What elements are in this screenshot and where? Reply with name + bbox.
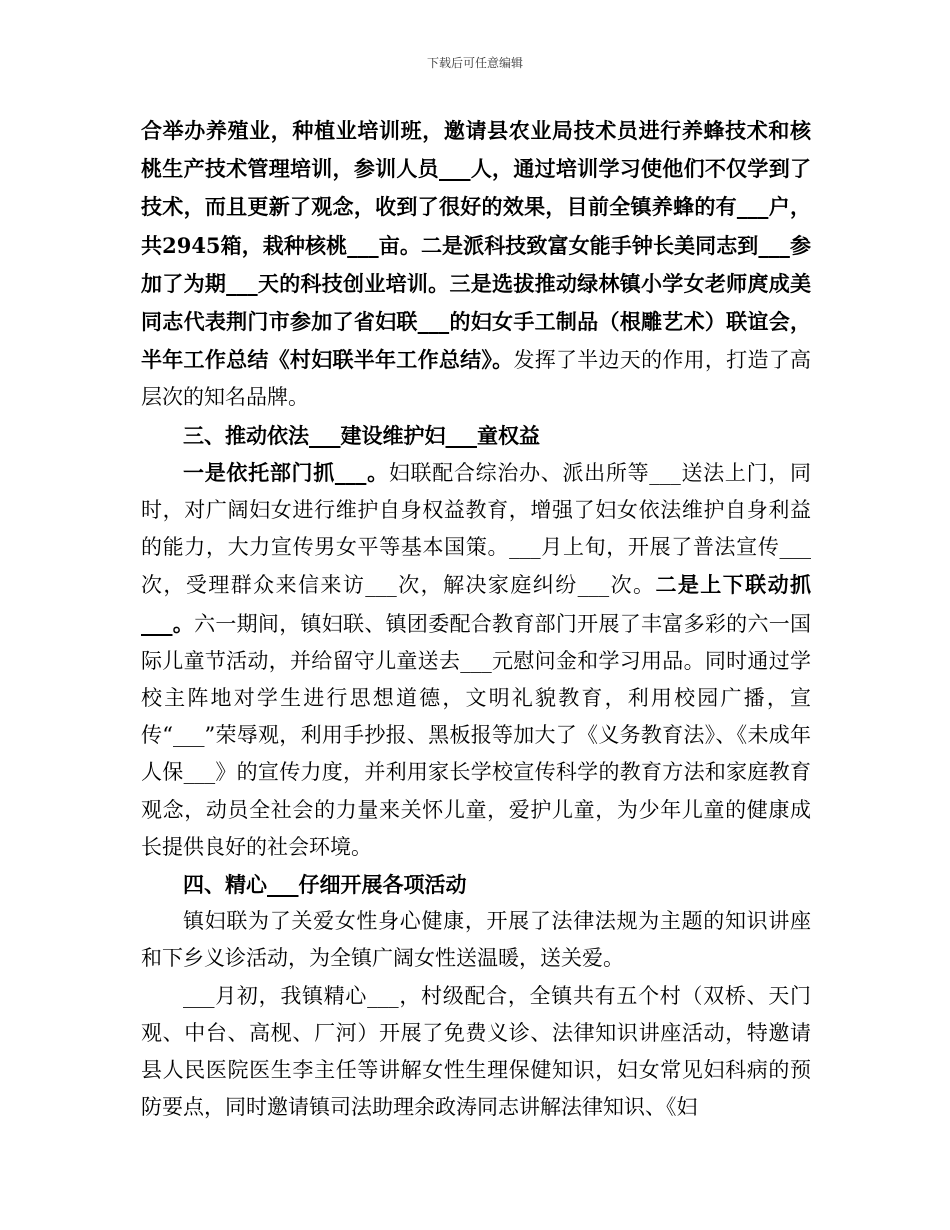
paragraph-clinic: ___月初，我镇精心___，村级配合，全镇共有五个村（双桥、天门观、中台、高枧、厂河）开展了免费义诊、法律知识讲座活动，特邀请县人民医院医生李主任等讲解女性生理保健知识，妇女常见妇科病的预防要点，同时邀请镇司法助理余政涛同志讲解法律知识、《妇 [141,983,811,1120]
section-heading-4: 四、精心___仔细开展各项活动 [183,872,467,898]
paragraph-rights-text-a: 妇联配合综治办、派出所等___送法上门，同时，对广阔妇女进行维护自身权益教育，增强了妇女依法维护自身利益的能力，大力宣传男女平等基本国策。___月上旬，开展了普法宣传___次，受理群众来信来访___次，解决家庭纠纷___次。 [141,460,812,598]
section-heading-3: 三、推动依法___建设维护妇___童权益 [183,422,540,448]
paragraph-rights-text-b: 六一期间，镇妇联、镇团委配合教育部门开展了丰富多彩的六一国际儿童节活动，并给留守儿童送去___元慰问金和学习用品。同时通过学校主阵地对学生进行思想道德，文明礼貌教育，利用校园广播，宣传“___”荣辱观，利用手抄报、黑板报等加大了《义务教育法》、《未成年人保___》的宣传力度，并利用家长学校宣传科学的教育方法和家庭教育观念，动员全社会的力量来关怀儿童，爱护儿童，为少年儿童的健康成长提供良好的社会环境。 [141,611,812,859]
paragraph-health: 镇妇联为了关爱女性身心健康，开展了法律法规为主题的知识讲座和下乡义诊活动，为全镇广阔女性送温暖，送关爱。 [141,909,811,971]
page-header: 下载后可任意编辑 [426,56,523,70]
document-body [141,112,811,1126]
paragraph-rights-lead: 一是依托部门抓___。 [183,459,389,485]
paragraph-rights [141,454,811,866]
paragraph-rights-lead-2: 二是上下联动抓___。 [141,572,812,636]
paragraph-training-text: 合举办养殖业，种植业培训班，邀请县农业局技术员进行养蜂技术和核桃生产技术管理培训，参训人员___人，通过培训学习使他们不仅学到了技术，而且更新了观念，收到了很好的效果，目前全镇养蜂的有___户，共2945箱，栽种核桃___亩。二是派科技致富女能手钟长美同志到___参加了为期___天的科技创业培训。三是选拔推动绿林镇小学女老师庹成美同志代表荆门市参加了省妇联___的妇女手工制品（根雕艺术）联谊会，半年工作总结《村妇联半年工作总结》。 [141,118,811,373]
paragraph-training [141,112,811,417]
paragraph-training-tail: 发挥了半边天的作用，打造了高层次的知名品牌。 [141,348,812,410]
